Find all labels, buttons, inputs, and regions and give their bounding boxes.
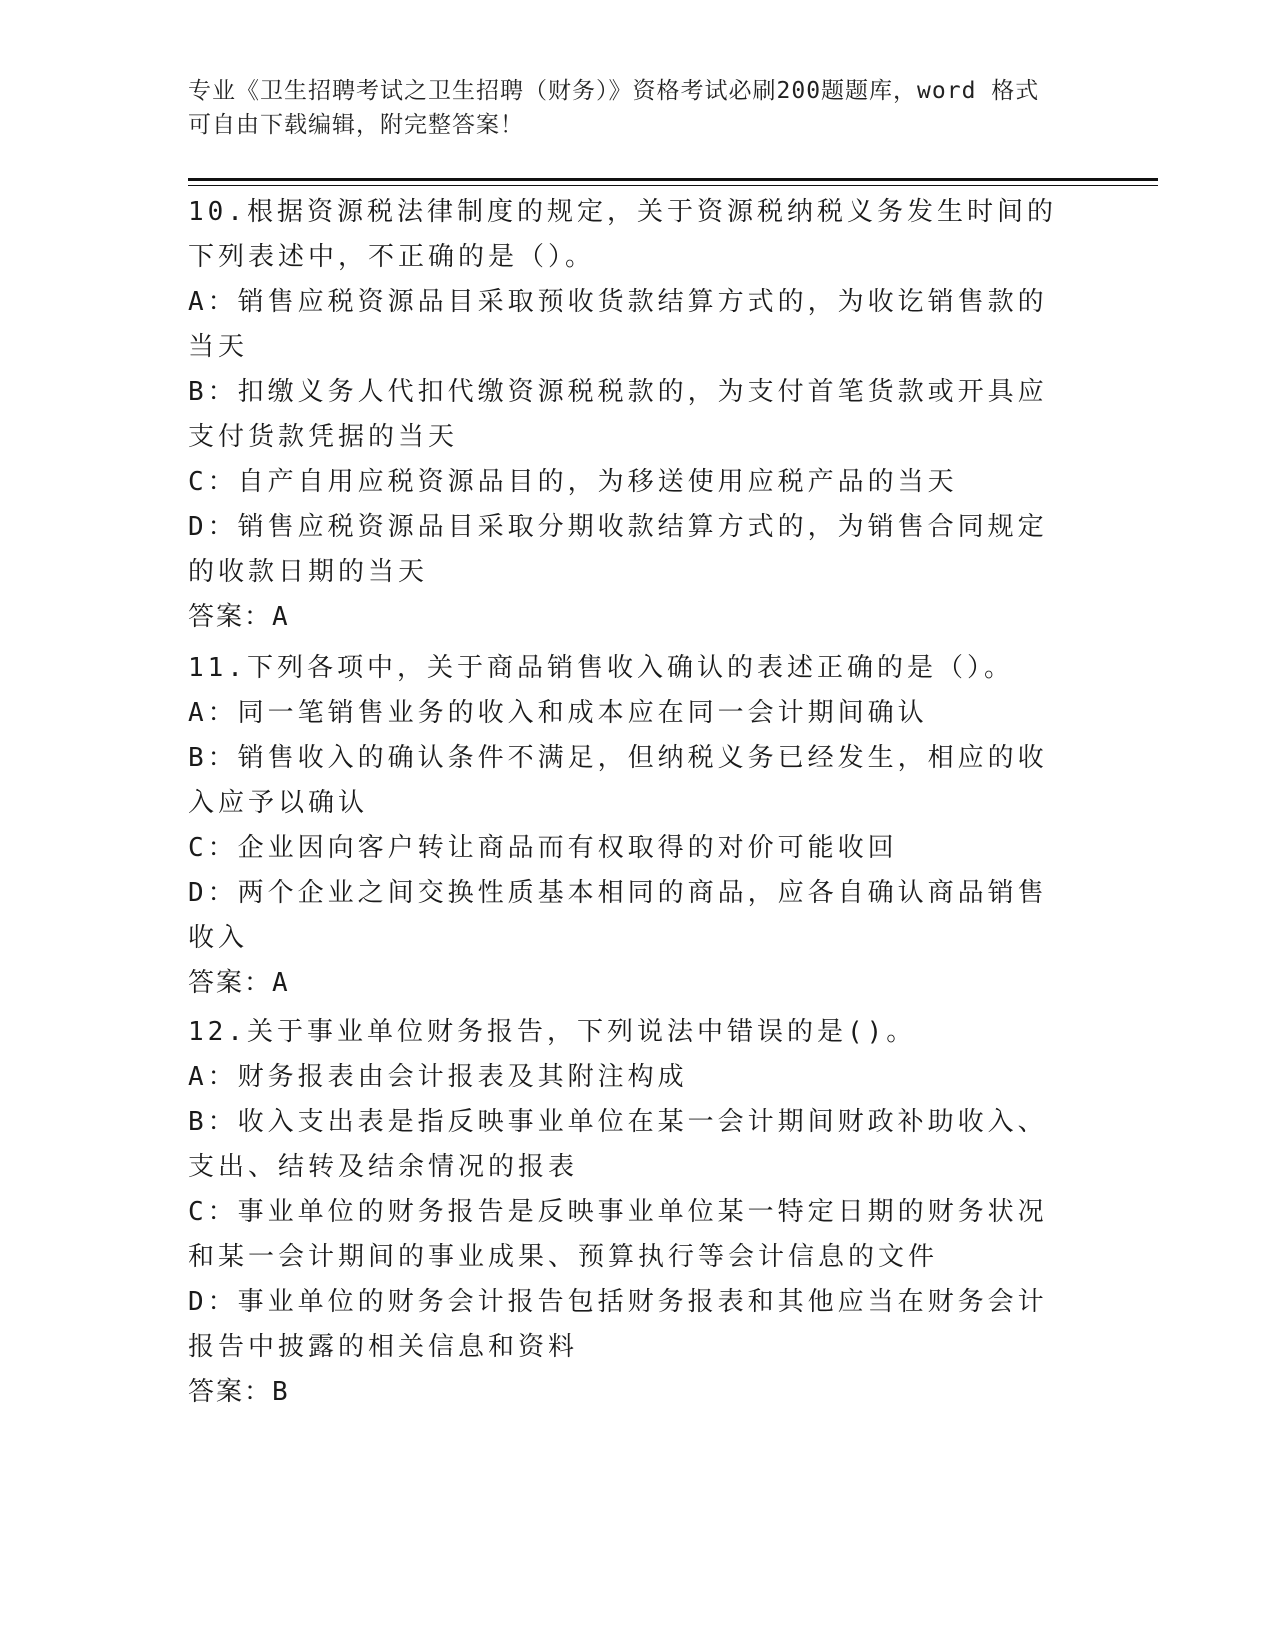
option-c: C：事业单位的财务报告是反映事业单位某一特定日期的财务状况和某一会计期间的事业成果、预算执行等会计信息的文件 xyxy=(188,1197,1048,1272)
header-divider-thin xyxy=(188,185,1158,186)
option-a: A：财务报表由会计报表及其附注构成 xyxy=(188,1062,688,1092)
answer: 答案：B xyxy=(188,1377,290,1407)
question-stem: 11.下列各项中，关于商品销售收入确认的表述正确的是（）。 xyxy=(188,653,1014,683)
option-c: C：企业因向客户转让商品而有权取得的对价可能收回 xyxy=(188,833,898,863)
question-10 xyxy=(188,190,1068,640)
header-line-1: 专业《卫生招聘考试之卫生招聘（财务）》资格考试必刷200题题库，word 格式 xyxy=(188,78,1040,104)
header-line-2: 可自由下载编辑，附完整答案！ xyxy=(188,112,524,138)
answer: 答案：A xyxy=(188,968,290,998)
answer: 答案：A xyxy=(188,602,290,632)
option-a: A：同一笔销售业务的收入和成本应在同一会计期间确认 xyxy=(188,698,928,728)
question-12 xyxy=(188,1010,1068,1415)
option-b: B：扣缴义务人代扣代缴资源税税款的，为支付首笔货款或开具应支付货款凭据的当天 xyxy=(188,377,1048,452)
document-header xyxy=(188,74,1068,142)
option-d: D：事业单位的财务会计报告包括财务报表和其他应当在财务会计报告中披露的相关信息和资料 xyxy=(188,1287,1048,1362)
option-b: B：收入支出表是指反映事业单位在某一会计期间财政补助收入、支出、结转及结余情况的报表 xyxy=(188,1107,1048,1182)
question-11 xyxy=(188,646,1068,1006)
option-b: B：销售收入的确认条件不满足，但纳税义务已经发生，相应的收入应予以确认 xyxy=(188,743,1048,818)
question-stem: 10.根据资源税法律制度的规定，关于资源税纳税义务发生时间的下列表述中，不正确的是（）。 xyxy=(188,197,1057,272)
option-d: D：两个企业之间交换性质基本相同的商品，应各自确认商品销售收入 xyxy=(188,878,1048,953)
option-c: C：自产自用应税资源品目的，为移送使用应税产品的当天 xyxy=(188,467,958,497)
header-divider-thick xyxy=(188,178,1158,181)
option-a: A：销售应税资源品目采取预收货款结算方式的，为收讫销售款的当天 xyxy=(188,287,1048,362)
option-d: D：销售应税资源品目采取分期收款结算方式的，为销售合同规定的收款日期的当天 xyxy=(188,512,1048,587)
question-stem: 12.关于事业单位财务报告，下列说法中错误的是()。 xyxy=(188,1017,917,1047)
